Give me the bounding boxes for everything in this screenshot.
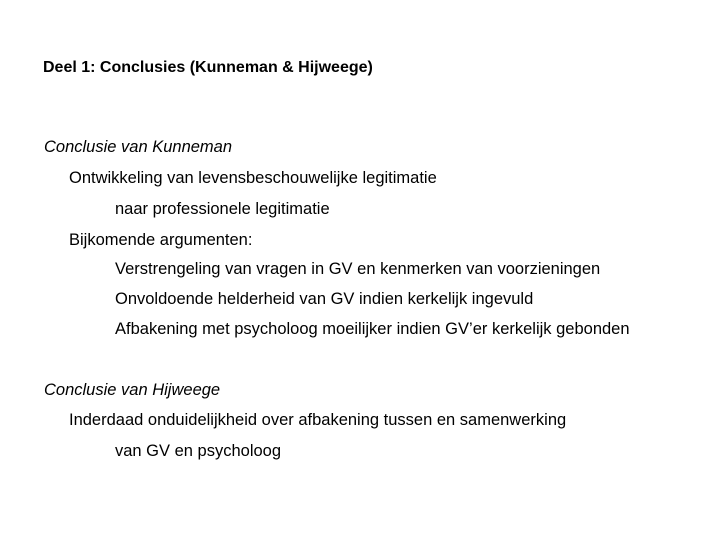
kunneman-point-1-continuation: naar professionele legitimatie [115, 200, 330, 218]
section-heading-hijweege: Conclusie van Hijweege [44, 381, 221, 399]
kunneman-subpoint-3: Afbakening met psycholoog moeilijker indien GV’er kerkelijk gebonden [115, 320, 630, 338]
kunneman-subpoint-1: Verstrengeling van vragen in GV en kenmerken van voorzieningen [115, 260, 601, 278]
hijweege-point-1-continuation: van GV en psycholoog [115, 442, 282, 460]
hijweege-point-1: Inderdaad onduidelijkheid over afbakening tussen en samenwerking [69, 411, 567, 429]
slide-title: Deel 1: Conclusies (Kunneman & Hijweege) [43, 59, 373, 76]
kunneman-point-1: Ontwikkeling van levensbeschouwelijke legitimatie [69, 169, 437, 187]
section-heading-kunneman: Conclusie van Kunneman [44, 138, 233, 156]
kunneman-subpoint-2: Onvoldoende helderheid van GV indien kerkelijk ingevuld [115, 290, 534, 308]
kunneman-point-2: Bijkomende argumenten: [69, 231, 253, 249]
